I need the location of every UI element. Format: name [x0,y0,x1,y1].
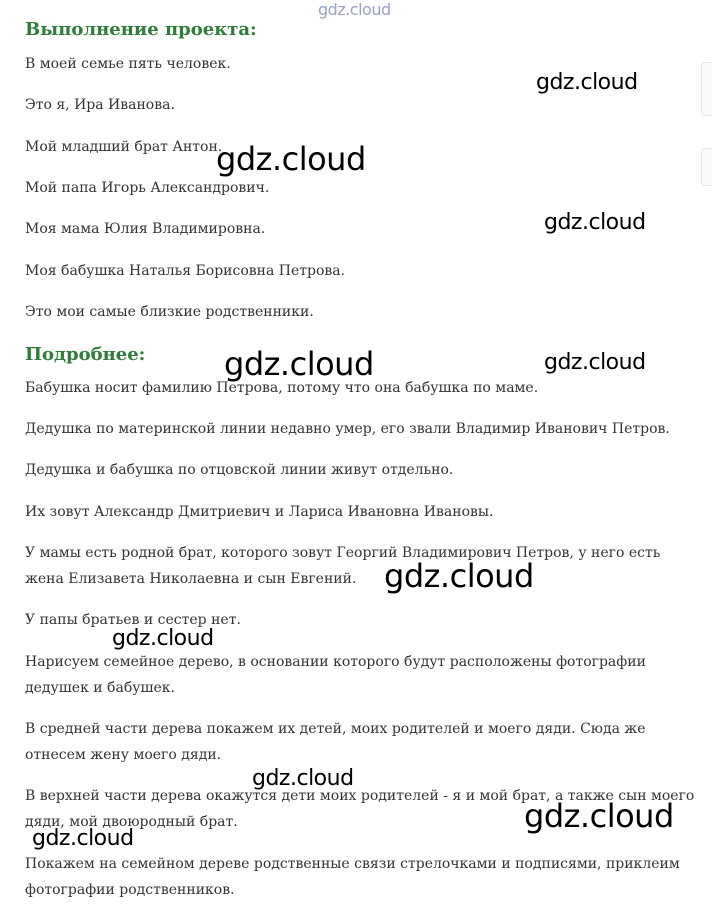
watermark: gdz.cloud [32,826,134,851]
paragraph: Это я, Ира Иванова. [25,97,175,113]
section-heading-details: Подробнее: [25,344,146,365]
watermark: gdz.cloud [544,350,646,375]
watermark: gdz.cloud [252,766,354,791]
watermark: gdz.cloud [384,557,534,595]
paragraph: Дедушка и бабушка по отцовской линии живут отдельно. [25,462,454,478]
watermark: gdz.cloud [536,70,638,95]
paragraph: В моей семье пять человек. [25,56,231,72]
paragraph: У папы братьев и сестер нет. [25,612,241,628]
paragraph: Покажем на семейном дереве родственные связи стрелочками и подписями, приклеим фотографии родственников. [25,856,680,898]
watermark: gdz.cloud [524,797,674,835]
paragraph: Дедушка по материнской линии недавно умер, его звали Владимир Иванович Петров. [25,421,670,437]
paragraph: Моя бабушка Наталья Борисовна Петрова. [25,263,346,279]
paragraph: Мой папа Игорь Александрович. [25,180,270,196]
paragraph: Нарисуем семейное дерево, в основании которого будут расположены фотографии дедушек и бабушек. [25,654,646,696]
side-tab [701,148,712,186]
paragraph: Моя мама Юлия Владимировна. [25,221,266,237]
watermark: gdz.cloud [544,210,646,235]
watermark: gdz.cloud [224,345,374,383]
paragraph: В верхней части дерева окажутся дети моих родителей - я и мой брат, а также сын моего дяди, мой двоюродный брат. [25,788,695,830]
paragraph: У мамы есть родной брат, которого зовут Георгий Владимирович Петров, у него есть жена Елизавета Николаевна и сын Евгений. [25,545,661,587]
paragraph: Бабушка носит фамилию Петрова, потому что она бабушка по маме. [25,380,539,396]
paragraph: В средней части дерева покажем их детей, моих родителей и моего дяди. Сюда же отнесем жену моего дяди. [25,721,646,763]
watermark-top: gdz.cloud [318,0,391,19]
section-heading-project: Выполнение проекта: [25,19,257,40]
paragraph: Это мои самые близкие родственники. [25,304,314,320]
paragraph: Мой младший брат Антон. [25,139,223,155]
paragraph: Их зовут Александр Дмитриевич и Лариса Ивановна Ивановы. [25,504,494,520]
watermark: gdz.cloud [216,140,366,178]
side-tab [701,62,712,116]
watermark: gdz.cloud [112,626,214,651]
